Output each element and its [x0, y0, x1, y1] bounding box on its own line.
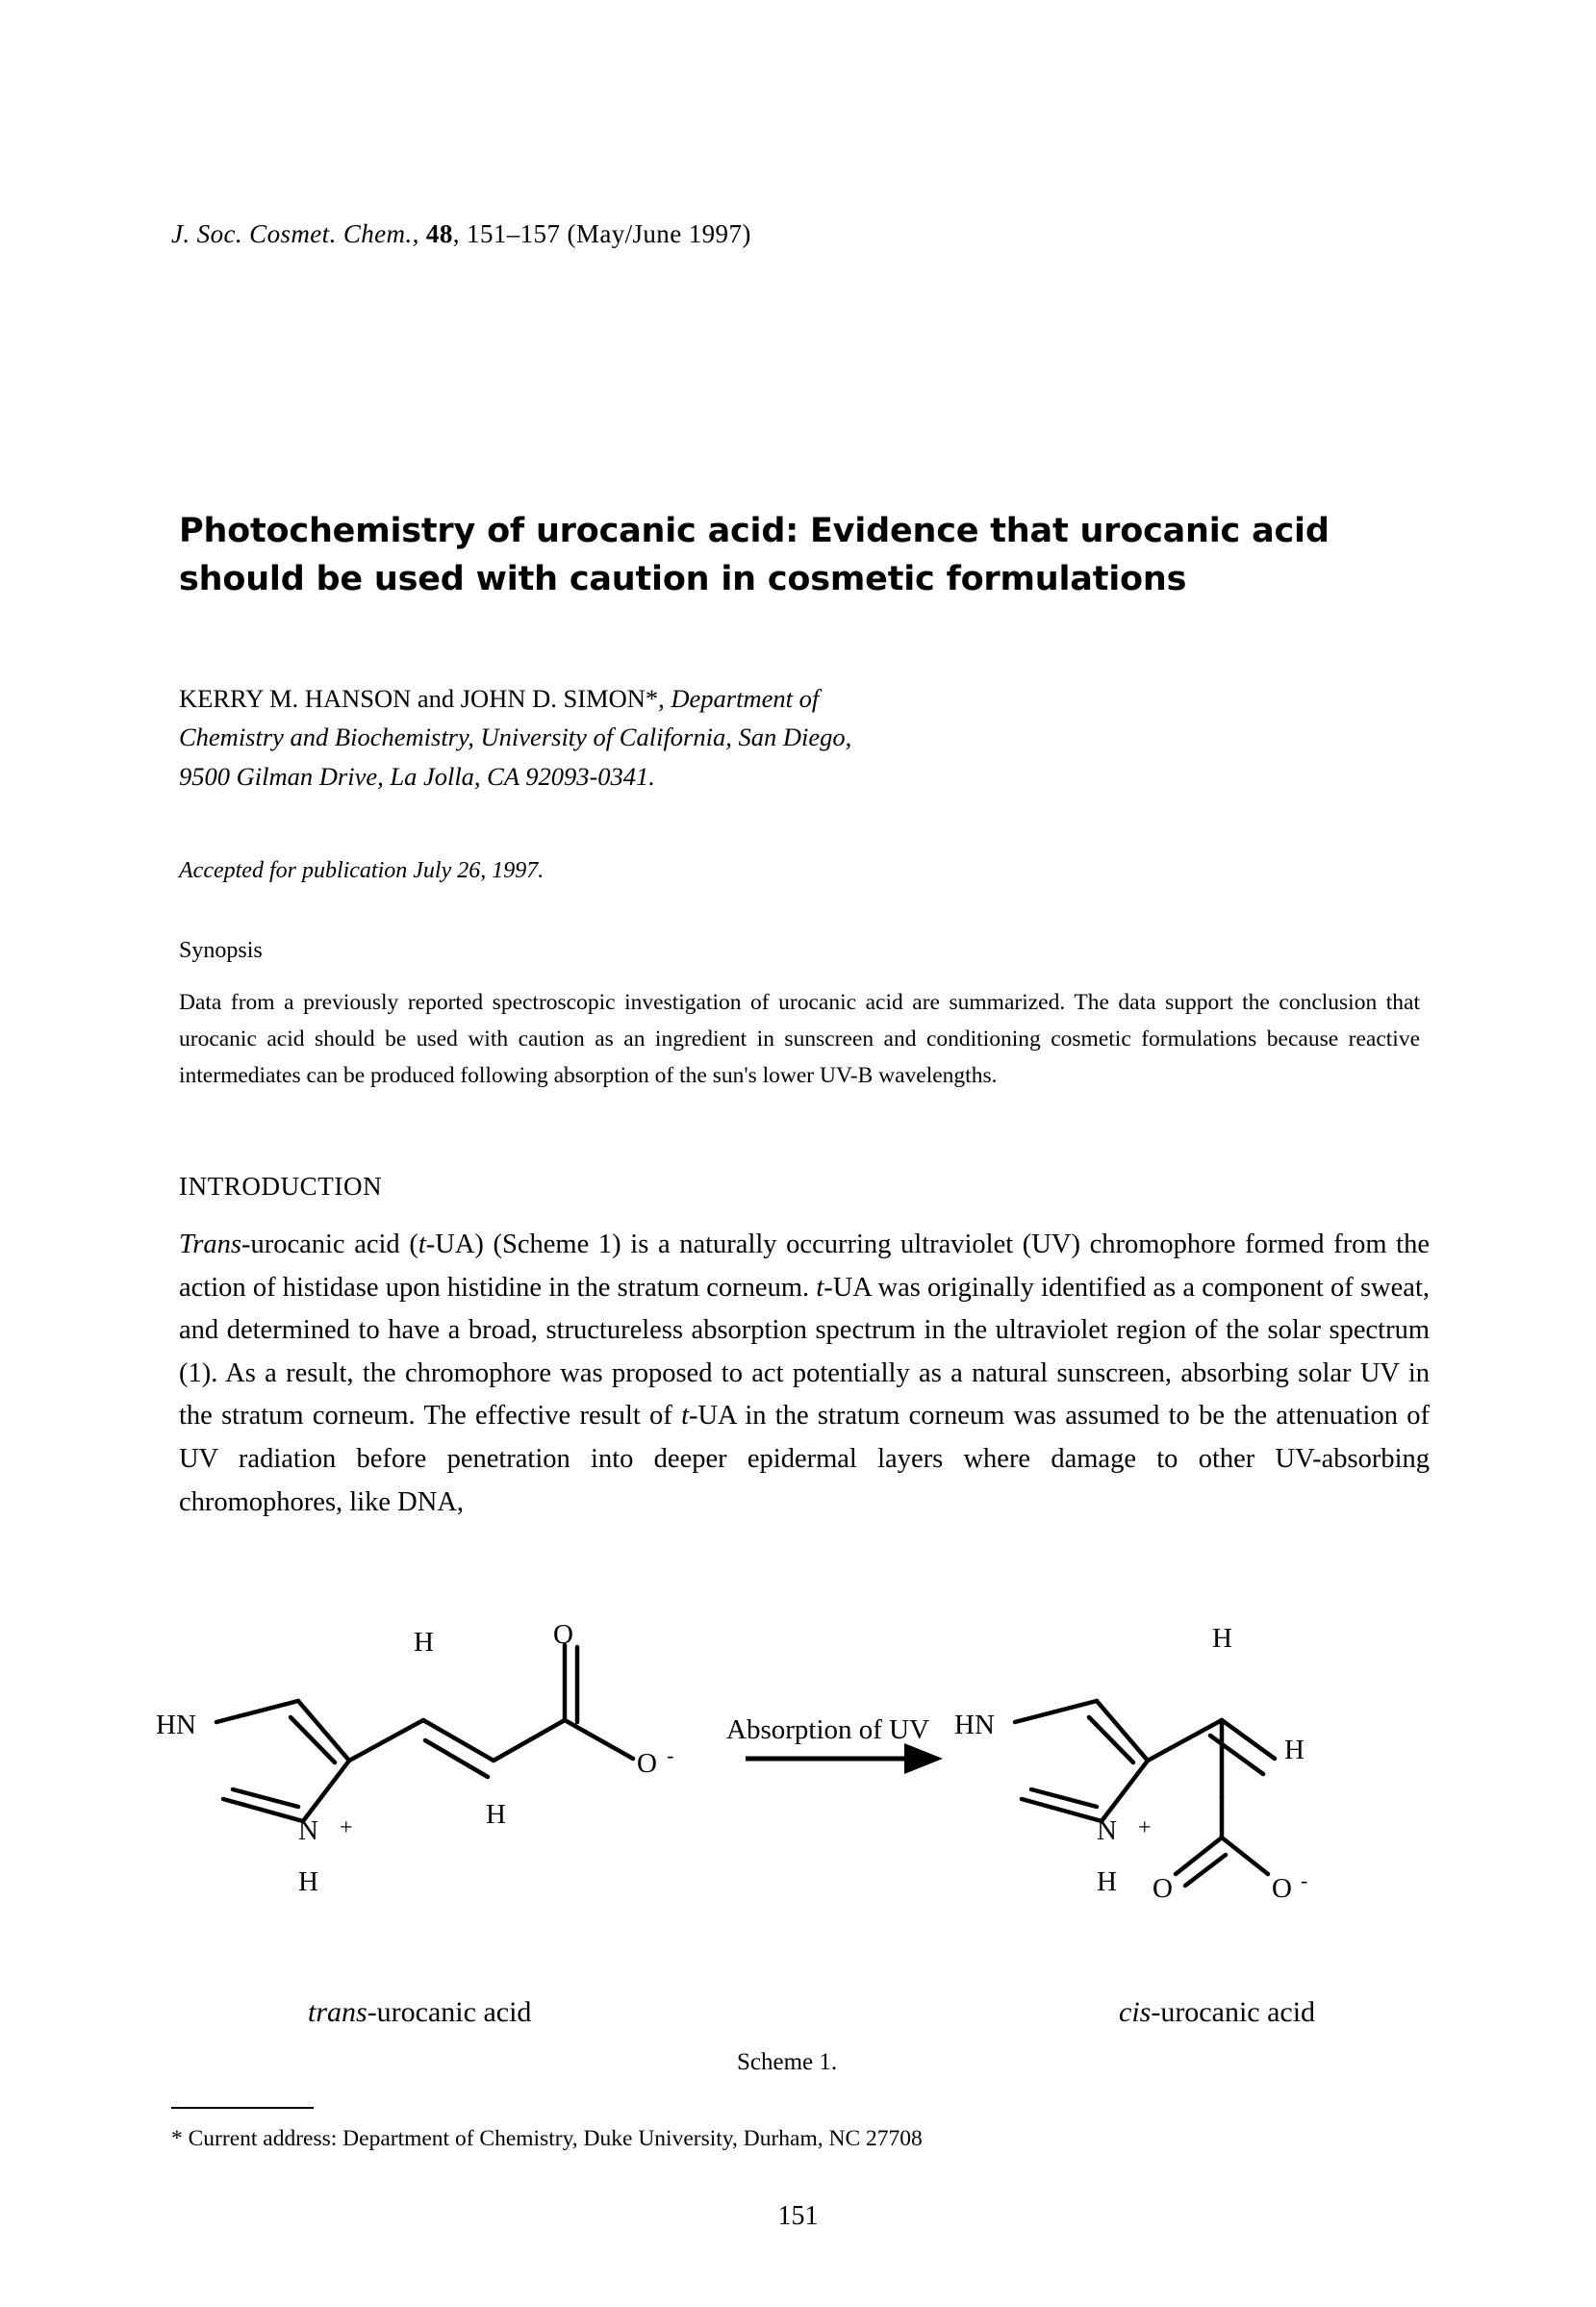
scheme-label: Scheme 1.: [737, 2049, 838, 2075]
atom-label-h-vinyl-bottom-left: H: [486, 1799, 506, 1830]
affiliation-line-3: 9500 Gilman Drive, La Jolla, CA 92093-0341.: [179, 761, 655, 791]
charge-plus-right: +: [1138, 1815, 1152, 1840]
atom-label-o-left-right-mol: O: [1153, 1873, 1173, 1904]
structure-caption-cis: cis-urocanic acid: [1119, 1996, 1316, 2028]
journal-pages: 151–157: [467, 219, 561, 248]
journal-citation-line: J. Soc. Cosmet. Chem., 48, 151–157 (May/June 1997): [171, 219, 751, 248]
accepted-date: Accepted for publication July 26, 1997.: [179, 858, 545, 883]
structure-caption-trans: trans-urocanic acid: [308, 1996, 532, 2028]
atom-label-hn-right: HN: [954, 1710, 995, 1740]
atom-label-h-vinyl-right: H: [1284, 1735, 1305, 1765]
atom-label-o-minus-left: O: [637, 1748, 657, 1779]
affiliation-line-1: Department of: [671, 684, 820, 713]
charge-plus-left: +: [340, 1815, 353, 1840]
atom-label-h-ring-left: H: [298, 1866, 318, 1897]
page-number: 151: [777, 2201, 819, 2231]
affiliation-line-2: Chemistry and Biochemistry, University of California, San Diego,: [179, 723, 852, 752]
author-block: [179, 679, 1314, 796]
footnote-rule: [171, 2107, 314, 2109]
atom-label-o-top-left: O: [553, 1619, 573, 1650]
introduction-paragraph: Trans-urocanic acid (t-UA) (Scheme 1) is a naturally occurring ultraviolet (UV) chromophore formed from the action of histidase upon histidine in the stratum corneum. t-UA was originally identified as a component of sweat, and determined to have a broad, structureless absorption spectrum in the ultraviolet region of the solar spectrum (1). As a result, the chromophore was proposed to act potentially as a natural sunscreen, absorbing solar UV in the stratum corneum. The effective result of t-UA in the stratum corneum was assumed to be the attenuation of UV radiation before penetration into deeper epidermal layers where damage to other UV-absorbing chromophores, like DNA,: [179, 1230, 1430, 1517]
atom-label-n-left: N: [298, 1815, 318, 1846]
scheme-1-svg: [144, 1616, 1472, 2030]
atom-label-h-ring-right: H: [1097, 1866, 1117, 1897]
section-heading-introduction: INTRODUCTION: [179, 1172, 383, 1201]
page-title: Photochemistry of urocanic acid: Evidence that urocanic acid should be used with caution in cosmetic formulations: [179, 512, 1330, 599]
atom-label-o-minus-right: O: [1272, 1873, 1292, 1904]
charge-minus-left: -: [667, 1743, 674, 1767]
charge-minus-right: -: [1301, 1868, 1308, 1892]
journal-name: J. Soc. Cosmet. Chem.,: [171, 219, 419, 248]
footnote-text: * Current address: Department of Chemistry, Duke University, Durham, NC 27708: [171, 2126, 923, 2151]
atom-label-h-vinyl-top-right: H: [1212, 1623, 1232, 1654]
author-names: KERRY M. HANSON and JOHN D. SIMON*,: [179, 684, 665, 713]
atom-label-hn-left: HN: [156, 1710, 196, 1740]
journal-issue: (May/June 1997): [567, 219, 751, 248]
synopsis-heading: Synopsis: [179, 938, 263, 963]
reaction-arrow-head: [904, 1743, 943, 1774]
journal-volume: 48: [425, 219, 453, 248]
atom-label-n-right: N: [1097, 1815, 1117, 1846]
atom-label-h-vinyl-top-left: H: [414, 1627, 434, 1658]
arrow-label: Absorption of UV: [726, 1714, 930, 1745]
synopsis-body: Data from a previously reported spectroscopic investigation of urocanic acid are summarized. The data support the conclusion that urocanic acid should be used with caution as an ingredient in sunscreen and conditioning cosmetic formulations because reactive intermediates can be produced following absorption of the sun's lower UV-B wavelengths.: [179, 990, 1420, 1089]
scheme-1-figure: [144, 1616, 1472, 2030]
